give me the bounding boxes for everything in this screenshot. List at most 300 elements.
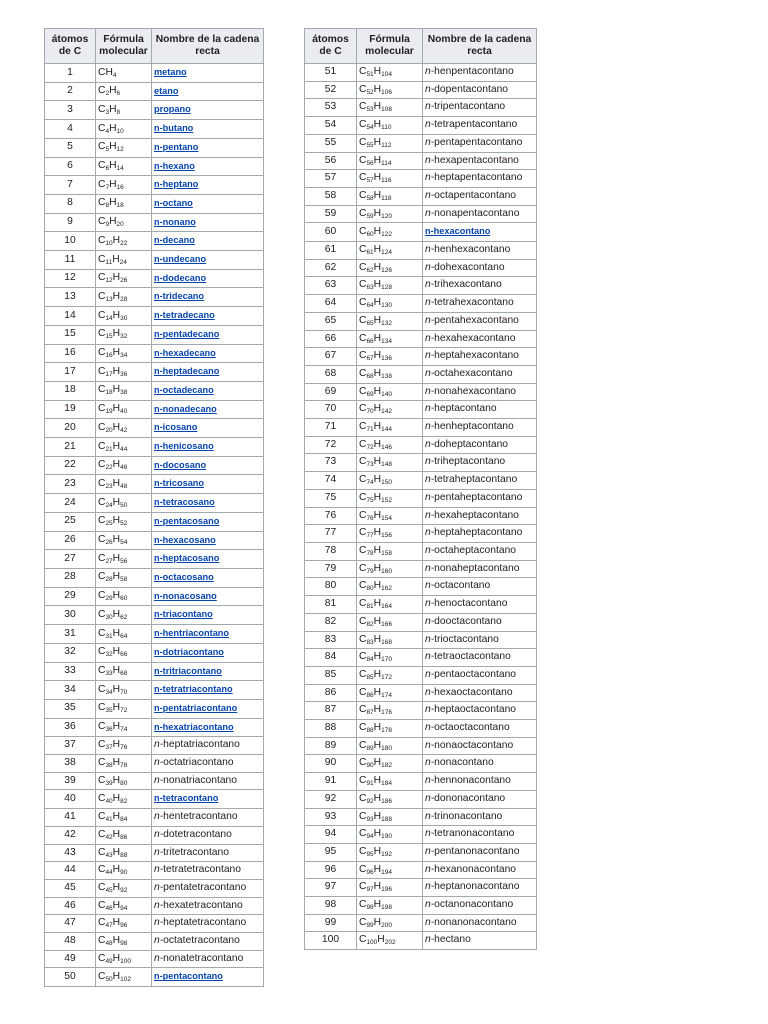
formula-carbon-symbol: C bbox=[359, 421, 367, 433]
formula-hydrogen-symbol: H bbox=[373, 403, 382, 415]
chain-name-text bbox=[425, 244, 510, 255]
formula-hydrogen-symbol: H bbox=[373, 244, 382, 256]
formula-hydrogen-symbol: H bbox=[112, 774, 121, 786]
chain-name bbox=[423, 932, 537, 950]
molecular-formula bbox=[357, 737, 423, 755]
formula-hydrogen-symbol: H bbox=[112, 757, 121, 769]
chain-name bbox=[423, 277, 537, 295]
formula-hydrogen-symbol: H bbox=[373, 863, 382, 875]
header-row bbox=[45, 29, 264, 64]
molecular-formula bbox=[96, 681, 152, 700]
formula-carbon-symbol: C bbox=[98, 440, 106, 452]
chain-name-root: dooctacontano bbox=[434, 615, 502, 627]
formula-carbon-symbol: C bbox=[98, 774, 106, 786]
formula-carbon-subscript: 59 bbox=[366, 212, 374, 220]
chain-name-link[interactable] bbox=[154, 179, 198, 189]
table-row bbox=[45, 82, 264, 101]
formula-carbon-subscript: 85 bbox=[366, 673, 374, 681]
table-row bbox=[305, 897, 537, 915]
formula-carbon-symbol: C bbox=[98, 608, 106, 620]
chain-name bbox=[423, 737, 537, 755]
chain-name-text bbox=[154, 900, 243, 911]
formula-carbon-symbol: C bbox=[98, 197, 106, 209]
table-row bbox=[45, 232, 264, 251]
formula-hydrogen-subscript: 146 bbox=[381, 443, 392, 451]
chain-name-text bbox=[154, 811, 238, 822]
carbon-count: 59 bbox=[305, 205, 357, 223]
formula-hydrogen-subscript: 14 bbox=[116, 165, 124, 173]
chain-name-link[interactable] bbox=[154, 404, 217, 414]
molecular-formula bbox=[96, 968, 152, 987]
molecular-formula bbox=[96, 737, 152, 755]
table-row bbox=[45, 344, 264, 363]
chain-name-link[interactable] bbox=[154, 310, 215, 320]
table-row bbox=[45, 512, 264, 531]
formula-carbon-subscript: 29 bbox=[105, 595, 113, 603]
formula-carbon-subscript: 37 bbox=[105, 744, 113, 752]
chain-name-link[interactable] bbox=[154, 722, 234, 732]
molecular-formula bbox=[357, 790, 423, 808]
chain-name-link[interactable] bbox=[154, 422, 197, 432]
chain-name-link[interactable] bbox=[154, 478, 204, 488]
molecular-formula bbox=[357, 117, 423, 135]
formula-hydrogen-symbol: H bbox=[373, 580, 382, 592]
chain-name-link[interactable] bbox=[154, 385, 214, 395]
chain-name-link[interactable] bbox=[154, 535, 216, 545]
chain-name-link[interactable] bbox=[154, 591, 217, 601]
formula-carbon-subscript: 25 bbox=[105, 520, 113, 528]
formula-hydrogen-subscript: 164 bbox=[381, 603, 392, 611]
chain-name-root: propano bbox=[154, 104, 191, 115]
formula-carbon-symbol: C bbox=[359, 314, 367, 326]
formula-hydrogen-symbol: H bbox=[373, 438, 382, 450]
carbon-count: 82 bbox=[305, 613, 357, 631]
chain-name-root: tetraheptacontano bbox=[434, 474, 518, 486]
formula-carbon-symbol: C bbox=[359, 934, 367, 946]
carbon-count: 36 bbox=[45, 718, 96, 737]
formula-carbon-subscript: 15 bbox=[105, 333, 113, 341]
chain-name-prefix: n- bbox=[425, 244, 435, 256]
molecular-formula bbox=[96, 662, 152, 681]
formula-hydrogen-symbol: H bbox=[112, 384, 121, 396]
formula-hydrogen-subscript: 148 bbox=[381, 461, 392, 469]
chain-name-root: tetrapentacontano bbox=[434, 119, 518, 131]
formula-hydrogen-symbol: H bbox=[373, 172, 382, 184]
chain-name-root: nonano bbox=[162, 216, 196, 227]
table-row bbox=[45, 269, 264, 288]
chain-name bbox=[152, 307, 264, 326]
formula-carbon-symbol: C bbox=[359, 154, 367, 166]
molecular-formula bbox=[357, 223, 423, 242]
chain-name-prefix: n- bbox=[425, 438, 435, 450]
table-row bbox=[305, 843, 537, 861]
formula-carbon-subscript: 33 bbox=[105, 670, 113, 677]
chain-name bbox=[423, 613, 537, 631]
formula-hydrogen-symbol: H bbox=[373, 261, 382, 273]
chain-name-root: pentacosano bbox=[162, 515, 220, 526]
chain-name-link[interactable] bbox=[154, 198, 193, 208]
formula-carbon-subscript: 54 bbox=[366, 124, 374, 132]
formula-carbon-subscript: 18 bbox=[105, 389, 113, 397]
chain-name-prefix: n- bbox=[425, 828, 435, 840]
chain-name-link[interactable] bbox=[154, 254, 206, 264]
chain-name bbox=[423, 560, 537, 578]
table-row bbox=[45, 456, 264, 475]
chain-name-link[interactable] bbox=[154, 553, 219, 563]
chain-name-text bbox=[425, 722, 510, 733]
chain-name-link[interactable] bbox=[154, 460, 206, 470]
formula-carbon-symbol: C bbox=[98, 683, 106, 695]
formula-carbon-symbol: C bbox=[98, 627, 106, 639]
chain-name bbox=[152, 288, 264, 307]
chain-name-prefix: n- bbox=[154, 534, 163, 545]
chain-name-link[interactable] bbox=[154, 793, 218, 803]
chain-name-prefix: n- bbox=[425, 615, 435, 627]
chain-name-link[interactable] bbox=[154, 161, 195, 171]
chain-name bbox=[152, 809, 264, 827]
table-row bbox=[45, 157, 264, 176]
carbon-count: 58 bbox=[305, 187, 357, 205]
chain-name-link[interactable] bbox=[154, 291, 204, 301]
chain-name bbox=[152, 213, 264, 232]
formula-carbon-subscript: 17 bbox=[105, 370, 113, 378]
chain-name-prefix: n- bbox=[425, 562, 435, 574]
chain-name-root: docosano bbox=[162, 459, 207, 470]
formula-hydrogen-subscript: 140 bbox=[381, 390, 392, 398]
molecular-formula bbox=[357, 205, 423, 223]
formula-hydrogen-symbol: H bbox=[109, 85, 117, 97]
alkane-table-right bbox=[304, 28, 537, 950]
carbon-count: 26 bbox=[45, 531, 96, 550]
formula-carbon-subscript: 72 bbox=[366, 443, 374, 451]
chain-name bbox=[423, 401, 537, 419]
chain-name-link[interactable] bbox=[154, 441, 214, 451]
carbon-count: 64 bbox=[305, 295, 357, 313]
chain-name-root: nonahexacontano bbox=[434, 385, 517, 397]
table-row bbox=[305, 259, 537, 277]
formula-carbon-symbol: C bbox=[98, 496, 106, 508]
table-row bbox=[305, 436, 537, 454]
chain-name-prefix: n- bbox=[154, 235, 163, 246]
formula-hydrogen-symbol: H bbox=[112, 290, 121, 302]
formula-hydrogen-subscript: 128 bbox=[381, 284, 392, 292]
chain-name-root: hexatriacontano bbox=[162, 721, 234, 732]
chain-name-link[interactable] bbox=[154, 67, 187, 77]
chain-name-root: tripentacontano bbox=[434, 101, 506, 113]
formula-carbon-symbol: C bbox=[98, 590, 106, 602]
molecular-formula bbox=[357, 631, 423, 649]
chain-name bbox=[423, 596, 537, 614]
chain-name bbox=[152, 438, 264, 457]
molecular-formula bbox=[96, 643, 152, 662]
chain-name-link[interactable] bbox=[154, 609, 213, 619]
chain-name-link[interactable] bbox=[154, 142, 198, 152]
formula-carbon-symbol: C bbox=[359, 136, 367, 148]
chain-name-root: undecano bbox=[162, 254, 207, 265]
carbon-count: 25 bbox=[45, 512, 96, 531]
formula-carbon-subscript: 19 bbox=[105, 408, 113, 416]
formula-hydrogen-subscript: 92 bbox=[120, 886, 128, 894]
formula-carbon-subscript: 46 bbox=[105, 904, 113, 912]
formula-carbon-symbol: C bbox=[98, 952, 106, 964]
chain-name-link[interactable] bbox=[154, 684, 233, 694]
chain-name-link[interactable] bbox=[154, 497, 215, 507]
chain-name-root: dotetracontano bbox=[163, 828, 232, 840]
chain-name-prefix: n- bbox=[154, 952, 164, 964]
chain-name-text bbox=[425, 368, 513, 379]
table-row bbox=[45, 550, 264, 569]
chain-name-link[interactable] bbox=[154, 971, 223, 981]
formula-hydrogen-symbol: H bbox=[112, 309, 121, 321]
chain-name-root: tridecano bbox=[162, 291, 205, 302]
formula-hydrogen-subscript: 28 bbox=[120, 295, 128, 303]
table-row bbox=[305, 808, 537, 826]
chain-name-prefix: n- bbox=[425, 136, 435, 148]
carbon-count: 51 bbox=[305, 64, 357, 82]
formula-carbon-subscript: 77 bbox=[366, 532, 374, 540]
carbon-count: 20 bbox=[45, 419, 96, 438]
chain-name-link[interactable] bbox=[425, 226, 490, 236]
formula-hydrogen-symbol: H bbox=[112, 899, 121, 911]
table-row bbox=[45, 718, 264, 737]
formula-carbon-symbol: C bbox=[359, 119, 367, 131]
chain-name-link[interactable] bbox=[154, 366, 219, 376]
chain-name-link[interactable] bbox=[154, 329, 219, 339]
formula-carbon-symbol: C bbox=[359, 845, 367, 857]
formula-carbon-symbol: C bbox=[98, 970, 106, 982]
formula-hydrogen-subscript: 12 bbox=[116, 146, 124, 154]
formula-carbon-subscript: 55 bbox=[366, 141, 374, 149]
formula-carbon-symbol: C bbox=[98, 917, 106, 929]
chain-name-link[interactable] bbox=[154, 217, 196, 227]
carbon-count: 80 bbox=[305, 578, 357, 596]
chain-name-root: etano bbox=[154, 85, 179, 96]
chain-name-link[interactable] bbox=[154, 666, 222, 676]
chain-name bbox=[423, 631, 537, 649]
formula-hydrogen-subscript: 18 bbox=[116, 202, 124, 210]
chain-name-text bbox=[425, 846, 519, 857]
formula-carbon-symbol: C bbox=[359, 828, 367, 840]
table-row bbox=[305, 205, 537, 223]
formula-carbon-subscript: 6 bbox=[105, 165, 110, 173]
formula-hydrogen-subscript: 72 bbox=[120, 707, 128, 715]
chain-name-text bbox=[425, 828, 514, 839]
formula-carbon-subscript: 22 bbox=[105, 464, 113, 472]
formula-hydrogen-subscript: 184 bbox=[381, 780, 392, 788]
formula-carbon-subscript: 20 bbox=[105, 426, 113, 434]
formula-carbon-symbol: C bbox=[98, 365, 106, 377]
formula-hydrogen-subscript: 130 bbox=[381, 302, 392, 310]
chain-name bbox=[152, 737, 264, 755]
formula-carbon-symbol: C bbox=[359, 101, 367, 113]
formula-hydrogen-symbol: H bbox=[112, 828, 121, 840]
formula-carbon-symbol: C bbox=[98, 328, 106, 340]
formula-carbon-symbol: C bbox=[98, 234, 106, 246]
carbon-count: 3 bbox=[45, 101, 96, 120]
table-row bbox=[45, 587, 264, 606]
formula-hydrogen-subscript: 36 bbox=[120, 370, 128, 378]
chain-name-link[interactable] bbox=[154, 104, 191, 114]
chain-name bbox=[152, 344, 264, 363]
formula-hydrogen-symbol: H bbox=[112, 627, 121, 639]
table-row bbox=[45, 790, 264, 809]
chain-name-root: metano bbox=[154, 67, 187, 77]
formula-carbon-symbol: C bbox=[98, 290, 106, 302]
chain-name-root: pentapentacontano bbox=[434, 136, 523, 148]
carbon-count: 43 bbox=[45, 844, 96, 862]
chain-name-prefix: n- bbox=[425, 385, 435, 397]
formula-carbon-subscript: 50 bbox=[105, 975, 113, 983]
formula-carbon-subscript: 68 bbox=[366, 372, 374, 380]
chain-name-link[interactable] bbox=[154, 123, 193, 133]
formula-carbon-subscript: 88 bbox=[366, 727, 374, 735]
formula-carbon-symbol: C bbox=[359, 633, 367, 645]
chain-name-text bbox=[154, 882, 246, 893]
chain-name-root: heptanonacontano bbox=[434, 881, 520, 893]
formula-hydrogen-subscript: 54 bbox=[120, 539, 128, 547]
carbon-count: 1 bbox=[45, 64, 96, 83]
chain-name bbox=[152, 251, 264, 270]
chain-name bbox=[152, 194, 264, 213]
formula-carbon-symbol: C bbox=[98, 864, 106, 876]
carbon-count: 24 bbox=[45, 494, 96, 513]
molecular-formula bbox=[357, 383, 423, 401]
molecular-formula bbox=[96, 587, 152, 606]
formula-hydrogen-subscript: 162 bbox=[381, 585, 392, 593]
chain-name-link[interactable] bbox=[154, 703, 237, 713]
chain-name bbox=[152, 269, 264, 288]
formula-carbon-subscript: 42 bbox=[105, 833, 113, 841]
chain-name-prefix: n- bbox=[154, 553, 163, 564]
table-row bbox=[305, 383, 537, 401]
formula-hydrogen-subscript: 38 bbox=[120, 389, 128, 397]
chain-name-prefix: n- bbox=[154, 899, 164, 911]
chain-name-root: tetrahexacontano bbox=[434, 297, 514, 309]
formula-hydrogen-subscript: 56 bbox=[120, 557, 128, 565]
chain-name-text bbox=[425, 527, 522, 538]
carbon-count: 63 bbox=[305, 277, 357, 295]
formula-hydrogen-subscript: 10 bbox=[116, 127, 124, 135]
chain-name-link[interactable] bbox=[154, 516, 219, 526]
table-row bbox=[45, 643, 264, 662]
chain-name bbox=[152, 568, 264, 587]
table-row bbox=[45, 213, 264, 232]
chain-name-root: tetracosano bbox=[162, 497, 215, 508]
formula-carbon-subscript: 100 bbox=[366, 939, 378, 947]
chain-name-prefix: n- bbox=[425, 881, 435, 893]
formula-hydrogen-symbol: H bbox=[109, 216, 117, 228]
table-row bbox=[305, 773, 537, 791]
molecular-formula bbox=[96, 897, 152, 915]
carbon-count: 94 bbox=[305, 826, 357, 844]
chain-name-prefix: n- bbox=[154, 291, 163, 302]
formula-carbon-subscript: 10 bbox=[105, 239, 113, 247]
formula-hydrogen-symbol: H bbox=[112, 970, 121, 982]
formula-hydrogen-symbol: H bbox=[109, 103, 117, 115]
formula-carbon-subscript: 48 bbox=[105, 940, 113, 948]
table-row bbox=[45, 897, 264, 915]
molecular-formula bbox=[96, 269, 152, 288]
formula-carbon-subscript: 63 bbox=[366, 284, 374, 292]
molecular-formula bbox=[96, 879, 152, 897]
chain-name-text bbox=[425, 793, 505, 804]
chain-name-link[interactable] bbox=[154, 235, 195, 245]
chain-name-link[interactable] bbox=[154, 647, 224, 657]
chain-name-prefix: n- bbox=[154, 459, 163, 470]
table-row bbox=[45, 625, 264, 644]
chain-name-prefix: n- bbox=[425, 474, 435, 486]
table-row bbox=[45, 531, 264, 550]
chain-name-prefix: n- bbox=[425, 845, 435, 857]
formula-hydrogen-symbol: H bbox=[373, 207, 382, 219]
table-row bbox=[45, 879, 264, 897]
formula-hydrogen-symbol: H bbox=[109, 197, 117, 209]
formula-hydrogen-subscript: 116 bbox=[381, 177, 392, 185]
chain-name-prefix: n- bbox=[425, 722, 435, 734]
molecular-formula bbox=[96, 157, 152, 176]
chain-name-link[interactable] bbox=[154, 348, 216, 358]
table-row bbox=[45, 494, 264, 513]
chain-name bbox=[152, 968, 264, 987]
formula-hydrogen-subscript: 50 bbox=[120, 501, 128, 509]
chain-name-prefix: n- bbox=[154, 590, 163, 601]
formula-carbon-symbol: C bbox=[359, 385, 367, 397]
formula-hydrogen-subscript: 126 bbox=[381, 266, 392, 274]
formula-carbon-subscript: 83 bbox=[366, 638, 374, 646]
chain-name bbox=[152, 625, 264, 644]
carbon-count: 70 bbox=[305, 401, 357, 419]
formula-carbon-subscript: 44 bbox=[105, 869, 113, 877]
molecular-formula bbox=[357, 472, 423, 490]
formula-hydrogen-symbol: H bbox=[373, 651, 382, 663]
carbon-count: 62 bbox=[305, 259, 357, 277]
formula-carbon-symbol: C bbox=[359, 367, 367, 379]
chain-name-link[interactable] bbox=[154, 572, 214, 582]
chain-name-root: octatriacontano bbox=[163, 757, 234, 769]
molecular-formula bbox=[357, 755, 423, 773]
formula-hydrogen-subscript: 98 bbox=[120, 940, 128, 948]
chain-name-link[interactable] bbox=[154, 628, 229, 638]
formula-hydrogen-symbol: H bbox=[112, 253, 120, 265]
chain-name-prefix: n- bbox=[425, 172, 435, 184]
formula-hydrogen-symbol: H bbox=[112, 952, 121, 964]
chain-name-link[interactable] bbox=[154, 273, 206, 283]
formula-hydrogen-symbol: H bbox=[373, 83, 382, 95]
molecular-formula bbox=[357, 879, 423, 897]
formula-hydrogen-subscript: 136 bbox=[381, 355, 392, 363]
formula-hydrogen-subscript: 122 bbox=[381, 230, 392, 238]
molecular-formula bbox=[357, 861, 423, 879]
chain-name-prefix: n- bbox=[154, 757, 164, 769]
carbon-count: 50 bbox=[45, 968, 96, 987]
chain-name-prefix: n- bbox=[154, 422, 163, 433]
formula-hydrogen-subscript: 152 bbox=[381, 496, 392, 504]
formula-carbon-symbol: C bbox=[359, 456, 367, 468]
formula-carbon-symbol: C bbox=[359, 562, 367, 574]
chain-name-prefix: n- bbox=[154, 774, 164, 786]
chain-name-prefix: n- bbox=[425, 421, 435, 433]
chain-name-root: heptahexacontano bbox=[434, 350, 519, 362]
formula-hydrogen-symbol: H bbox=[112, 702, 121, 714]
chain-name-prefix: n- bbox=[154, 628, 163, 639]
chain-name-root: doheptacontano bbox=[434, 438, 509, 450]
chain-name-link[interactable] bbox=[154, 86, 179, 96]
formula-hydrogen-subscript: 168 bbox=[381, 638, 392, 646]
formula-hydrogen-symbol: H bbox=[112, 739, 121, 751]
formula-hydrogen-subscript: 112 bbox=[381, 141, 392, 149]
carbon-count: 67 bbox=[305, 348, 357, 366]
chain-name-text bbox=[425, 84, 508, 95]
